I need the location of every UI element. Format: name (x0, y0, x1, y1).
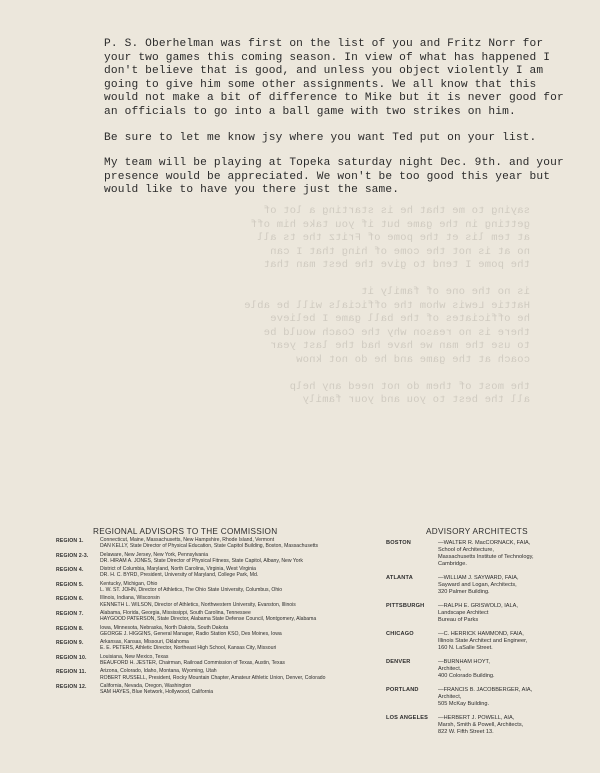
bleed-line: saying to me that he is starting a lot of (263, 205, 530, 217)
letter-body (104, 38, 574, 210)
bleed-line: to use the man we have had the last year (269, 340, 530, 352)
region-label: REGION 7. (56, 610, 84, 617)
bleed-line: is no the one of family it (360, 286, 530, 298)
advisory-architects-title: ADVISORY ARCHITECTS (426, 527, 528, 536)
bleed-line: the most of them do not need any help (289, 380, 530, 393)
postscript-paragraph: P. S. Oberhelman was first on the list of you and Fritz Norr for your two games this coming season. In view of what has happened I don't believe that is good, and unless you object violently I am going to give him some other assignments. We all know that this would not make a bit of difference to Mike but it is never good for an officials to go into a ball game with two strikes on him. (104, 38, 564, 118)
region-label: REGION 6. (56, 596, 84, 603)
region-label: REGION 12. (56, 683, 87, 690)
bleed-line (110, 273, 530, 287)
region-row (56, 639, 376, 651)
bleed-line (110, 367, 530, 381)
region-row (56, 581, 376, 593)
region-row (56, 683, 376, 695)
region-row (56, 654, 376, 666)
architect-city: LOS ANGELES (386, 715, 429, 721)
bleed-line: the pome I tend to give the best man that (263, 259, 530, 271)
region-label: REGION 9. (56, 640, 84, 647)
region-row (56, 668, 376, 680)
architect-text: —C. HERRICK HAMMOND, FAIA, Illinois State Architect and Engineer, 160 N. LaSalle Street. (438, 631, 528, 651)
architect-city: BOSTON (386, 540, 412, 546)
architect-text: —FRANCIS B. JACOBBERGER, AIA, Architect, 505 McKay Building. (438, 687, 533, 707)
architect-row (386, 540, 600, 568)
region-advisor-text: California, Nevada, Oregon, Washington SAM HAYES, Blue Network, Hollywood, California (100, 682, 214, 696)
architect-text: —RALPH E. GRISWOLD, IALA, Landscape Architect Bureau of Parks (438, 603, 518, 623)
regional-advisors-title: REGIONAL ADVISORS TO THE COMMISSION (93, 527, 278, 536)
region-label: REGION 4. (56, 567, 84, 574)
bleed-line: all the best to you and your family (302, 394, 530, 406)
region-row (56, 566, 376, 578)
region-label: REGION 10. (56, 654, 87, 661)
architect-row (386, 631, 600, 652)
architect-text: —WILLIAM J. SAYWARD, FAIA, Sayward and Logan, Architects, 320 Palmer Building. (438, 575, 519, 595)
region-label: REGION 2-3. (56, 552, 89, 559)
region-advisor-text: Delaware, New Jersey, New York, Pennsylvania DR. HIRAM A. JONES, State Director of Physical Fitness, State Capitol, Albany, New York (100, 551, 303, 564)
topeka-game-paragraph: My team will be playing at Topeka saturday night Dec. 9th. and your presence would be appreciated. We won't be too good this year but would like to have you there just the same. (104, 157, 564, 197)
bleed-through-text (110, 205, 530, 408)
region-advisor-text: Louisiana, New Mexico, Texas BEAUFORD H. JESTER, Chairman, Railroad Commission of Texas, Austin, Texas (100, 653, 285, 666)
advisory-architects-list (386, 540, 600, 743)
architect-city: CHICAGO (386, 631, 414, 637)
architect-city: ATLANTA (386, 575, 413, 581)
region-row (56, 610, 376, 622)
region-label: REGION 1. (56, 538, 84, 544)
bleed-line: getting in the game but if you take him off (250, 218, 530, 231)
region-row (56, 552, 376, 564)
region-advisor-text: Arkansas, Kansas, Missouri, Oklahoma E. E. PETERS, Athletic Director, Northeast High School, Kansas City, Missouri (100, 639, 277, 652)
architect-row (386, 687, 600, 708)
region-label: REGION 8. (56, 625, 84, 632)
region-advisor-text: Arizona, Colorado, Idaho, Montana, Wyoming, Utah ROBERT RUSSELL, President, Rocky Mountain Chapter, Amateur Athletic Union, Denver, Colorado (100, 668, 326, 681)
region-advisor-text: District of Columbia, Maryland, North Carolina, Virginia, West Virginia DR. H. C. BYRD, President, University of Maryland, College Park, Md. (100, 566, 259, 579)
architect-row (386, 603, 600, 624)
region-row (56, 595, 376, 607)
region-row (56, 625, 376, 637)
list-request-paragraph: Be sure to let me know jsy where you want Ted put on your list. (104, 131, 537, 144)
bleed-line: no at is not the come of hing that I can (269, 245, 530, 258)
architect-text: —BURNHAM HOYT, Architect, 400 Colorado Building. (438, 659, 495, 679)
architect-row (386, 659, 600, 680)
bleed-line: there is no reason why the Coach would be (263, 326, 530, 339)
architect-text: —WALTER R. MacCORNACK, FAIA, School of Architecture, Massachusetts Institute of Technology, Cambridge. (438, 540, 534, 567)
bleed-line: at tem lis et the pome of Fritz the ts all (256, 232, 530, 244)
bleed-line: Hattie Lewis whom the officials will be able (243, 299, 530, 312)
region-advisor-text: Illinois, Indiana, Wisconsin KENNETH L. WILSON, Director of Athletics, Northwestern University, Evanston, Illinois (100, 595, 296, 608)
region-label: REGION 11. (56, 669, 87, 676)
region-advisor-text: Kentucky, Michigan, Ohio L. W. ST. JOHN, Director of Athletics, The Ohio State University, Columbus, Ohio (100, 580, 283, 593)
region-label: REGION 5. (56, 581, 84, 588)
region-advisor-text: Connecticut, Maine, Massachusetts, New Hampshire, Rhode Island, Vermont DAN KELLY, State Director of Physical Education, State Capitol Building, Boston, Massachusetts (100, 537, 319, 550)
region-row (56, 537, 376, 549)
architect-row (386, 575, 600, 596)
architect-city: DENVER (386, 659, 411, 665)
architect-text: —HERBERT J. POWELL, AIA, Marsh, Smith & Powell, Architects, 822 W. Fifth Street 13. (438, 715, 524, 735)
architect-city: PITTSBURGH (386, 603, 425, 609)
region-advisor-text: Alabama, Florida, Georgia, Mississippi, South Carolina, Tennessee HAYGOOD PATERSON, State Director, Alabama State Defense Council, Montgomery, Alabama (100, 609, 317, 623)
region-advisor-text: Iowa, Minnesota, Nebraska, North Dakota, South Dakota GEORGE J. HIGGINS, General Manager, Radio Station KSO, Des Moines, Iowa (100, 624, 282, 637)
architect-city: PORTLAND (386, 687, 419, 693)
bleed-line: he officiates of the ball game I believe (269, 313, 530, 325)
bleed-line: coach at the game and he do not know (295, 353, 530, 366)
architect-row (386, 715, 600, 736)
regional-advisors-list (56, 537, 376, 698)
